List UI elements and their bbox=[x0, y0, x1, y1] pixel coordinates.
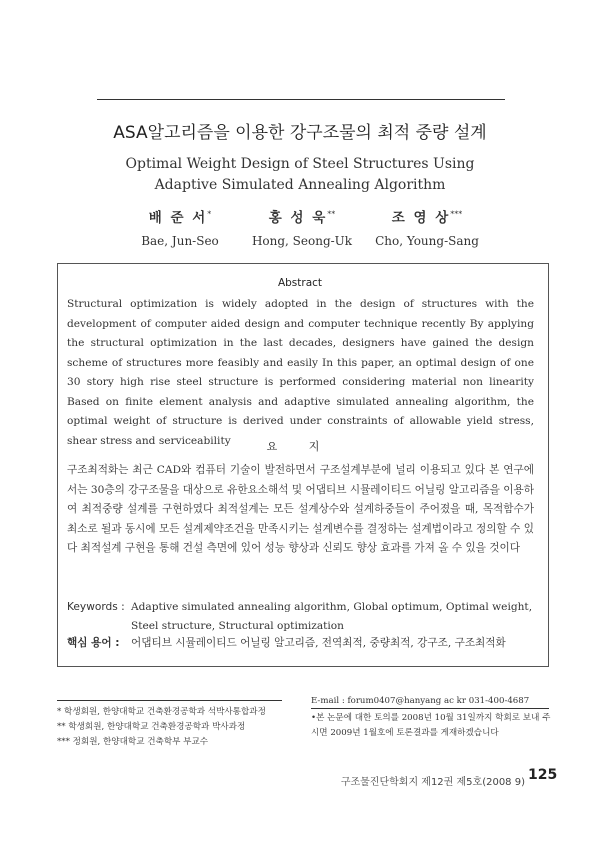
author-name-en: Cho, Young-Sang bbox=[375, 234, 479, 248]
keywords-text: Adaptive simulated annealing algorithm, Global optimum, Optimal weight, Steel structure, Structural optimization bbox=[131, 601, 533, 632]
keywords-ko-row bbox=[67, 634, 542, 653]
yoji-heading: 요 지 bbox=[266, 440, 334, 453]
author-footnotes bbox=[57, 705, 266, 750]
keywords-label: Keywords : bbox=[67, 601, 125, 613]
keywords-ko-text: 어댑티브 시뮬레이티드 어닐링 알고리즘, 전역최적, 중량최적, 강구조, 구조최적화 bbox=[131, 637, 506, 649]
footnote-1: * 학생회원, 한양대학교 건축환경공학과 석박사통합과정 bbox=[57, 707, 266, 717]
keywords-ko-label: 핵심 용어 : bbox=[67, 637, 120, 649]
discussion-notice: •본 논문에 대한 토의를 2008년 10월 31일까지 학회로 보내 주시면 2009년 1월호에 토론결과를 게재하겠습니다 bbox=[311, 713, 551, 738]
footnote-3: *** 정회원, 한양대학교 건축학부 부교수 bbox=[57, 737, 209, 747]
contact-block bbox=[311, 694, 551, 741]
title-english-line-2: Adaptive Simulated Annealing Algorithm bbox=[154, 177, 446, 193]
footnote-rule-left bbox=[57, 700, 282, 701]
author-name-ko: 조 영 상 bbox=[391, 210, 451, 226]
author-name-ko: 배 준 서 bbox=[148, 210, 208, 226]
header-rule bbox=[97, 99, 505, 100]
title-english-line-1: Optimal Weight Design of Steel Structures Using bbox=[125, 156, 475, 172]
abstract-text: Structural optimization is widely adopted in the design of structures with the development of computer aided design and computer technique recently By applying the structural optimization in the last decades, designers have gained the design scheme of structures more feasibly and easily In this paper, an optimal design of one 30 story high rise steel structure is performed considering material non linearity Based on finite element analysis and adaptive simulated annealing algorithm, the optimal weight of structure is derived under constraints of allowable yield stress, shear stress and serviceability bbox=[67, 298, 534, 447]
contact-email: E-mail : forum0407@hanyang ac kr 031-400-4687 bbox=[311, 696, 530, 706]
author-mark: *** bbox=[450, 209, 463, 219]
abstract-heading: Abstract bbox=[277, 277, 323, 289]
author-name-ko: 홍 성 욱 bbox=[268, 210, 328, 226]
footnote-2: ** 학생회원, 한양대학교 건축환경공학과 박사과정 bbox=[57, 722, 246, 732]
journal-citation: 구조물진단학회지 제12권 제5호(2008 9) bbox=[340, 777, 525, 788]
keywords-row bbox=[67, 598, 542, 636]
author-3 bbox=[342, 206, 512, 248]
author-mark: ** bbox=[327, 209, 336, 219]
author-name-en: Hong, Seong-Uk bbox=[251, 234, 353, 248]
title-korean: ASA알고리즘을 이용한 강구조물의 최적 중량 설계 bbox=[113, 123, 487, 143]
page-number: 125 bbox=[528, 767, 558, 783]
author-name-en: Bae, Jun-Seo bbox=[141, 234, 219, 248]
yoji-text: 구조최적화는 최근 CAD와 컴퓨터 기술이 발전하면서 구조설계부분에 널리 이용되고 있다 본 연구에서는 30층의 강구조물을 대상으로 유한요소해석 및 어댑티브 시뮬레이티드 어닐링 알고리즘을 이용하여 최적중량 설계를 구현하였다 최적설계는 모든 설계상수와 설계하중들이 주어졌을 때, 목적함수가 최소로 될과 동시에 모든 설계제약조건을 만족시키는 설계변수를 결정하는 설계법이라고 정의할 수 있다 최적설계 구현을 통해 건설 측면에 있어 성능 향상과 신뢰도 향상 효과를 가져 올 수 있을 것이다 bbox=[67, 464, 534, 554]
author-mark: * bbox=[207, 209, 212, 219]
